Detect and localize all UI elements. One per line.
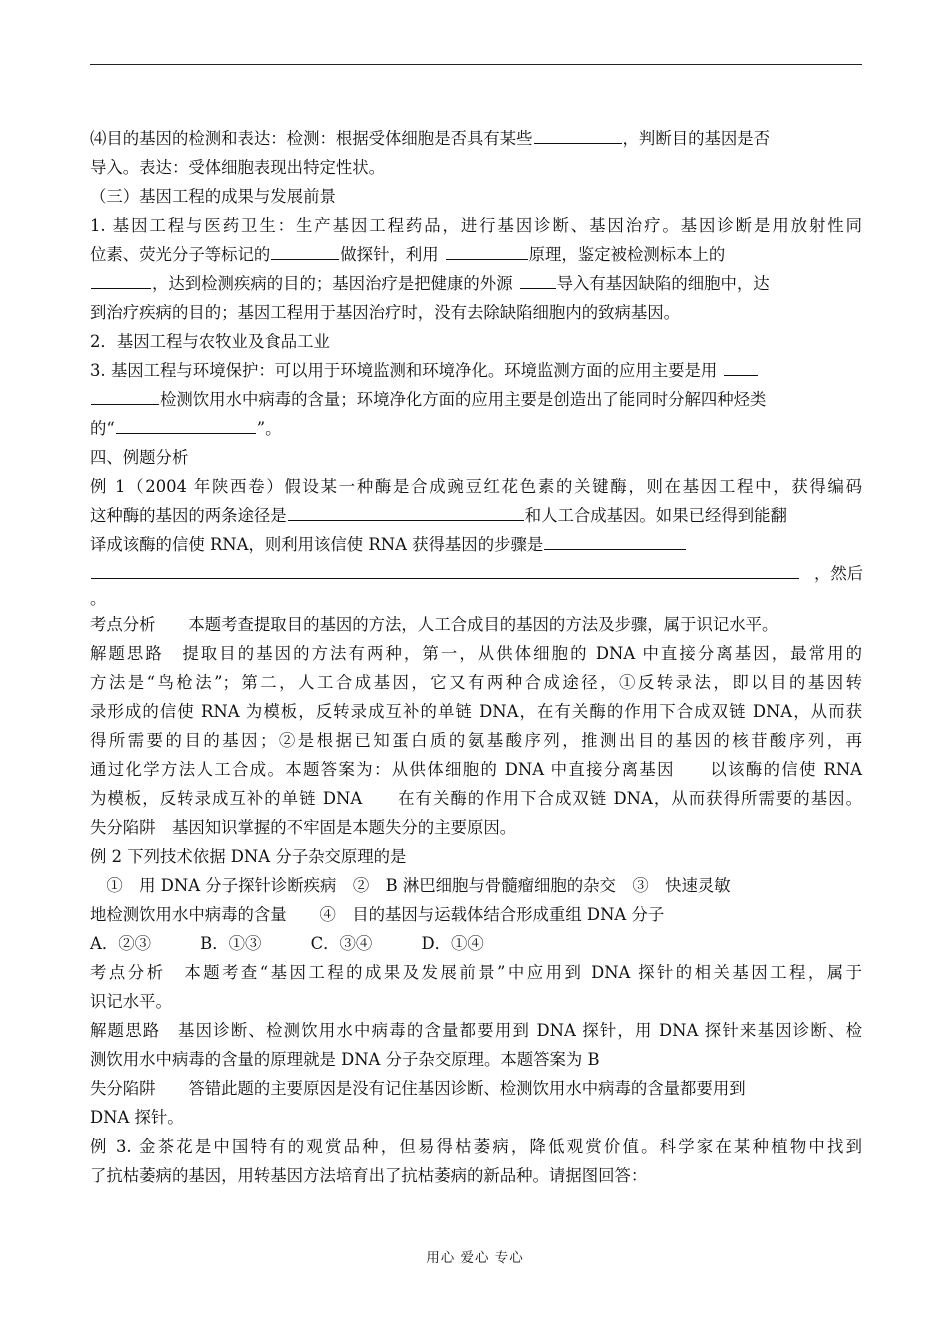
fill-blank[interactable]	[288, 503, 524, 521]
text-line: 识记水平。	[90, 992, 172, 1011]
fill-blank[interactable]	[446, 242, 528, 260]
fill-blank[interactable]	[534, 126, 622, 144]
text-line: 通过化学方法人工合成。本题答案为：从供体细胞的 DNA 中直接分离基因 以该酶的信使 RNA	[90, 760, 862, 779]
fill-blank[interactable]	[271, 242, 339, 260]
fill-blank[interactable]	[91, 387, 159, 405]
text-span: ，判断目的基因是否	[622, 129, 771, 148]
fill-blank[interactable]	[91, 271, 151, 289]
text-line: 测饮用水中病毒的含量的原理就是 DNA 分子杂交原理。本题答案为 B	[90, 1050, 600, 1069]
text-line: 为模板，反转录成互补的单链 DNA 在有关酶的作用下合成双链 DNA，从而获得所需要的基因。	[90, 789, 862, 808]
text-span: 和人工合成基因。如果已经得到能翻	[524, 506, 787, 525]
text-span: ，达到检测疾病的目的；基因治疗是把健康的外源	[152, 274, 513, 293]
text-line: 考点分析 本题考查提取目的基因的方法，人工合成目的基因的方法及步骤，属于识记水平。	[90, 615, 779, 634]
text-line: 地检测饮用水中病毒的含量 ④ 目的基因与运载体结合形成重组 DNA 分子	[90, 905, 665, 924]
text-line: 例 1（2004 年陕西卷）假设某一种酶是合成豌豆红花色素的关键酶，则在基因工程中，获得编码	[90, 477, 862, 496]
text-span: 位素、荧光分子等标记的	[90, 245, 271, 264]
text-span: ⑷目的基因的检测和表达：检测：根据受体细胞是否具有某些	[90, 129, 533, 148]
document-body	[90, 124, 862, 1190]
text-line	[90, 356, 862, 385]
text-line: 解题思路 提取目的基因的方法有两种，第一，从供体细胞的 DNA 中直接分离基因，最常用的	[90, 644, 862, 663]
text-line: 得所需要的目的基因；②是根据已知蛋白质的氨基酸序列，推测出目的基因的核苷酸序列，再	[90, 731, 862, 750]
text-span: 这种酶的基因的两条途径是	[90, 506, 287, 525]
text-line: 考点分析 本题考查“基因工程的成果及发展前景”中应用到 DNA 探针的相关基因工程，属于	[90, 963, 862, 982]
section-title: （三）基因工程的成果与发展前景	[90, 187, 336, 206]
text-line: 录形成的信使 RNA 为模板，反转录成互补的单链 DNA，在有关酶的作用下合成双链 DNA，从而获	[90, 702, 862, 721]
text-line: 解题思路 基因诊断、检测饮用水中病毒的含量都要用到 DNA 探针，用 DNA 探针来基因诊断、检	[90, 1021, 862, 1040]
text-line: 。	[90, 589, 107, 608]
text-line	[90, 530, 862, 559]
text-line	[90, 559, 862, 588]
fill-blank[interactable]	[724, 358, 758, 376]
text-span: 原理，鉴定被检测标本上的	[528, 245, 726, 264]
text-line: 1. 基因工程与医药卫生：生产基因工程药品，进行基因诊断、基因治疗。基因诊断是用放射性同	[90, 216, 862, 235]
text-span: 做探针，利用	[340, 245, 439, 264]
text-line	[90, 385, 862, 414]
answer-choices: A．②③ B．①③ C．③④ D．①④	[90, 934, 484, 953]
text-span: 的“	[90, 419, 115, 438]
text-span: ，然后	[814, 564, 864, 583]
fill-blank[interactable]	[544, 532, 686, 550]
text-line: 例 2 下列技术依据 DNA 分子杂交原理的是	[90, 847, 407, 866]
section-title: 四、例题分析	[90, 448, 189, 467]
text-span: 译成该酶的信使 RNA，则利用该信使 RNA 获得基因的步骤是	[90, 535, 544, 554]
text-line: 例 3. 金茶花是中国特有的观赏品种，但易得枯萎病，降低观赏价值。科学家在某种植物中找到	[90, 1137, 862, 1156]
text-line: 了抗枯萎病的基因，用转基因方法培育出了抗枯萎病的新品种。请据图回答：	[90, 1166, 648, 1185]
text-line: 失分陷阱 基因知识掌握的不牢固是本题失分的主要原因。	[90, 818, 517, 837]
text-line: ① 用 DNA 分子探针诊断疾病 ② B 淋巴细胞与骨髓瘤细胞的杂交 ③ 快速灵敏	[90, 876, 731, 895]
text-line	[90, 124, 862, 153]
text-line: 到治疗疾病的目的；基因工程用于基因治疗时，没有去除缺陷细胞内的致病基因。	[90, 303, 681, 322]
text-line	[90, 240, 862, 269]
text-line: 导入。表达：受体细胞表现出特定性状。	[90, 158, 386, 177]
text-line: 2．基因工程与农牧业及食品工业	[90, 332, 330, 351]
text-line: DNA 探针。	[90, 1108, 184, 1127]
text-line: 方法是“鸟枪法”；第二，人工合成基因，它又有两种合成途径，①反转录法，即以目的基因转	[90, 673, 862, 692]
header-rule	[90, 64, 862, 65]
text-span: 导入有基因缺陷的细胞中，达	[556, 274, 770, 293]
fill-blank[interactable]	[116, 416, 256, 434]
text-span: 检测饮用水中病毒的含量；环境净化方面的应用主要是创造出了能同时分解四种烃类	[160, 390, 767, 409]
text-line	[90, 269, 862, 298]
fill-blank[interactable]	[520, 271, 556, 289]
fill-blank[interactable]	[91, 561, 799, 579]
text-span: 3. 基因工程与环境保护：可以用于环境监测和环境净化。环境监测方面的应用主要是用	[90, 361, 718, 380]
text-line	[90, 501, 862, 530]
text-span: ”。	[256, 419, 282, 438]
text-line	[90, 414, 862, 443]
page-footer: 用心 爱心 专心	[426, 1250, 524, 1266]
text-line: 失分陷阱 答错此题的主要原因是没有记住基因诊断、检测饮用水中病毒的含量都要用到	[90, 1079, 746, 1098]
